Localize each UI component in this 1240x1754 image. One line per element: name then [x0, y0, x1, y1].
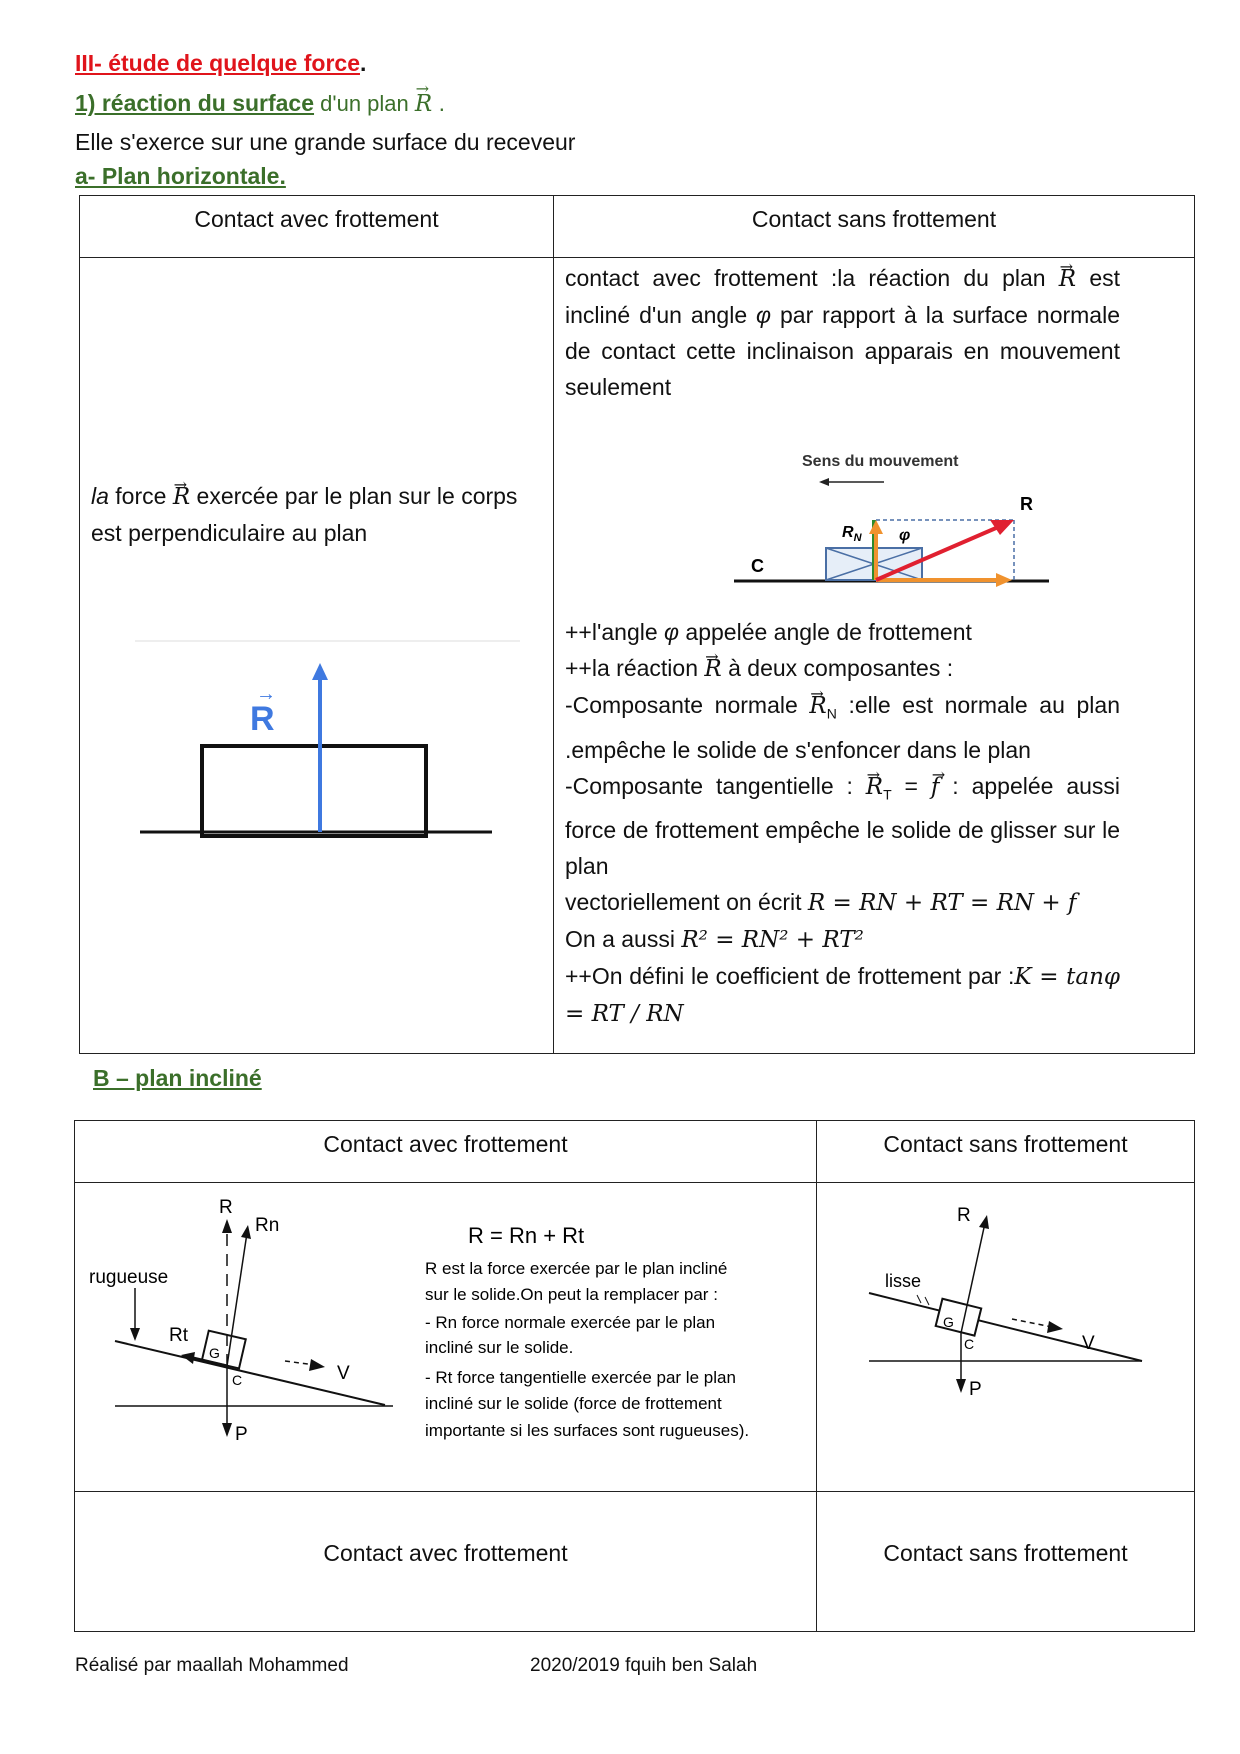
inclined-friction-figure: [75, 1183, 815, 1483]
heading-plan-horizontal: a- Plan horizontale.: [75, 163, 286, 189]
label-r-fig: R: [1020, 494, 1033, 514]
table1-header-col1: Contact avec frottement: [80, 196, 554, 258]
label-c-left: C: [232, 1372, 243, 1388]
line-angle: ++l'angle φ appelée angle de frottement: [565, 619, 972, 645]
block: [202, 746, 426, 836]
table1-left-cell: [80, 258, 554, 1054]
table-horizontal-plane: [79, 195, 1195, 1054]
label-v-left: V: [337, 1363, 350, 1384]
section-heading: III- étude de quelque force.: [75, 50, 367, 76]
subsection-heading: 1) réaction du surface d'un plan → R .: [75, 90, 445, 117]
line-magnitude: On a aussi R² = RN² + RT²: [565, 926, 864, 954]
left-cell-text: la force → R exercée par le plan sur le corps est perpendiculaire au plan: [91, 478, 541, 551]
label-c-right: C: [964, 1336, 975, 1352]
table2-row3-col1: Contact avec frottement: [75, 1492, 817, 1632]
inclined-smooth-figure: [817, 1183, 1195, 1483]
label-lisse: lisse: [885, 1271, 922, 1291]
intro-text: Elle s'exerce sur une grande surface du receveur: [75, 129, 576, 155]
vector-r: → R: [173, 479, 190, 515]
label-rn-fig: $R_N$: [842, 524, 862, 544]
line-tangential: -Composante tangentielle : → $R_T$ = → f : appelée aussi force de frottement empêche le solide de glisser sur le plan: [565, 768, 1120, 885]
friction-description: contact avec frottement :la réaction du plan → R est incliné d'un angle φ par rapport à la surface normale de contact cette inclinaison apparais en mouvement seulement: [565, 260, 1120, 405]
desc-line: - Rt force tangentielle exercée par le plan: [425, 1368, 736, 1387]
label-rt-left: Rt: [169, 1325, 188, 1346]
friction-angle-figure: [734, 440, 1064, 600]
line-vector-sum: vectoriellement on écrit R = RN + RT = RN + f: [565, 889, 1077, 917]
desc-line: - Rn force normale exercée par le plan: [425, 1313, 716, 1332]
svg-text:→: →: [256, 683, 276, 705]
desc-line: R est la force exercée par le plan incliné: [425, 1259, 728, 1278]
line-normal: -Composante normale → $R_N$ :elle est normale au plan .empêche le solide de s'enfoncer dans le plan: [565, 687, 1120, 768]
label-rn-left: Rn: [255, 1215, 280, 1236]
desc-line: incliné sur le solide.: [425, 1338, 574, 1357]
label-r: R: [250, 700, 275, 738]
label-p-right: P: [969, 1379, 982, 1400]
horizontal-plane-figure: [130, 638, 530, 838]
label-r-right: R: [957, 1205, 971, 1226]
footer-date-school: 2020/2019 fquih ben Salah: [530, 1655, 758, 1676]
label-rugueuse: rugueuse: [89, 1267, 169, 1288]
vector-r: → R: [415, 91, 432, 117]
label-sens-mouvement: Sens du mouvement: [802, 453, 959, 470]
table1-right-cell: [554, 258, 1195, 1054]
table1-header-col2: Contact sans frottement: [554, 196, 1195, 258]
label-p-left: P: [235, 1424, 248, 1445]
table2-header-col2: Contact sans frottement: [817, 1121, 1195, 1183]
components-description: [565, 614, 1120, 1032]
line-coefficient: ++On défini le coefficient de frottement par :K = tanφ = RT / RN: [565, 963, 1121, 1028]
line-components: ++la réaction → R à deux composantes :: [565, 650, 1120, 687]
table-inclined-plane: [74, 1120, 1195, 1632]
desc-line: sur le solide.On peut la remplacer par :: [425, 1285, 718, 1304]
heading-plan-incline: B – plan incliné: [93, 1065, 262, 1091]
desc-line: importante si les surfaces sont rugueuses).: [425, 1421, 750, 1440]
label-r-left: R: [219, 1197, 233, 1218]
label-phi: φ: [899, 527, 911, 544]
footer-author: Réalisé par maallah Mohammed: [75, 1655, 349, 1676]
table2-header-col1: Contact avec frottement: [75, 1121, 817, 1183]
vector-sum-equation: R = Rn + Rt: [468, 1223, 585, 1248]
vector-r: → R: [1059, 261, 1076, 297]
desc-line: incliné sur le solide (force de frottement: [425, 1394, 722, 1413]
label-g: G: [209, 1345, 220, 1361]
table2-left-figure-cell: [75, 1183, 817, 1492]
label-c: C: [751, 556, 764, 576]
label-v-right: V: [1082, 1333, 1095, 1354]
table2-right-figure-cell: [817, 1183, 1195, 1492]
table2-row3-col2: Contact sans frottement: [817, 1492, 1195, 1632]
heading-dot: .: [359, 50, 367, 76]
label-g-right: G: [943, 1314, 954, 1330]
